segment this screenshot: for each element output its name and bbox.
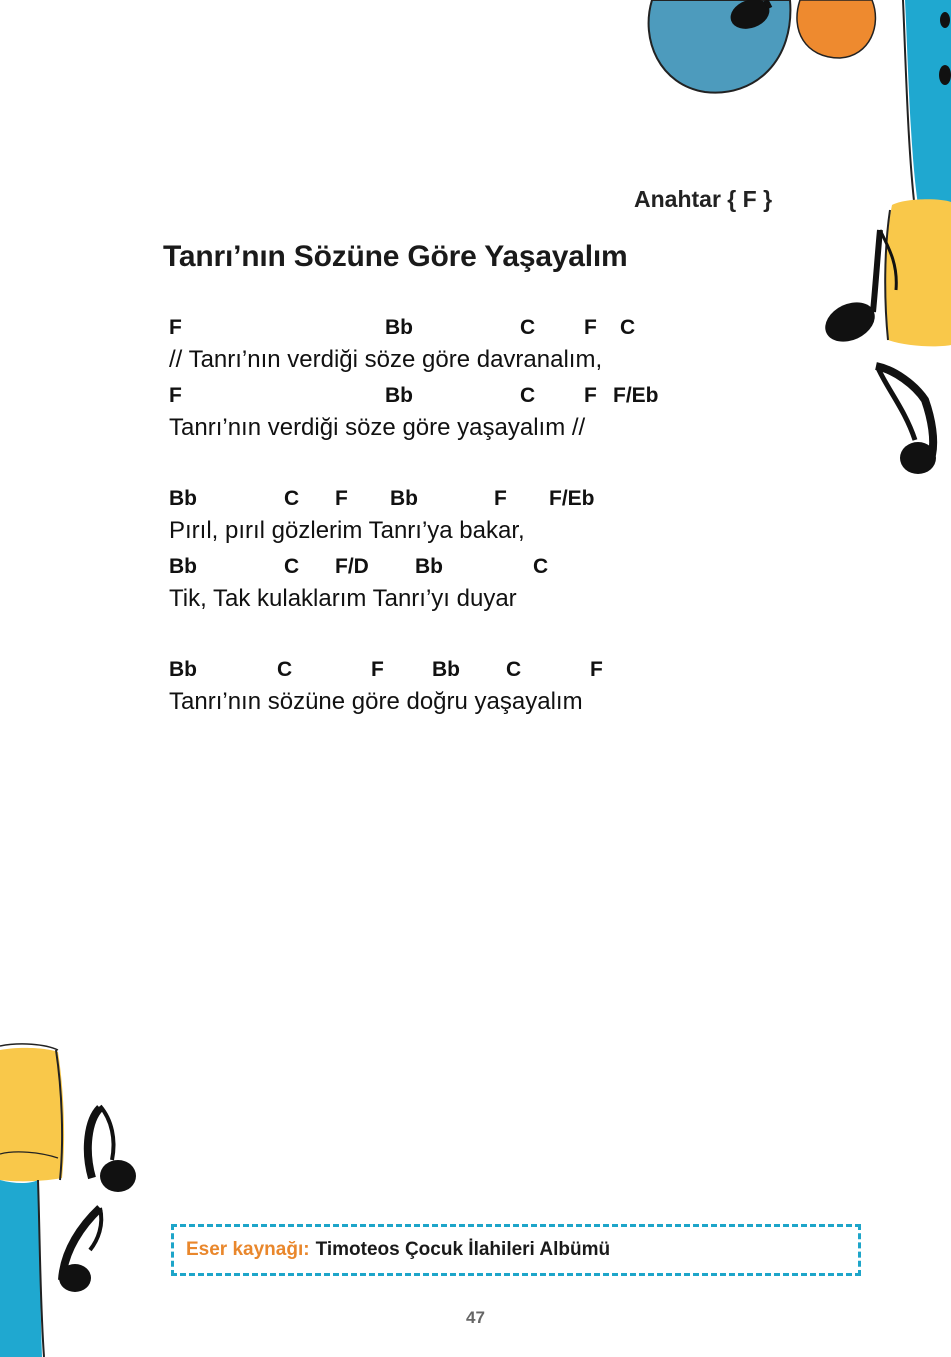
lyric-line: // Tanrı’nın verdiği söze göre davranalım,	[169, 346, 603, 373]
eighth-note-icon	[59, 1208, 101, 1292]
chord: Bb	[390, 487, 418, 510]
chord-row	[169, 487, 769, 513]
chord: F/Eb	[613, 384, 659, 407]
chord: F/Eb	[549, 487, 595, 510]
chord: F	[371, 658, 384, 681]
music-note-icon	[88, 1106, 136, 1192]
lyric-line: Tanrı’nın verdiği söze göre yaşayalım //	[169, 414, 586, 441]
lyric-line: Pırıl, pırıl gözlerim Tanrı’ya bakar,	[169, 517, 525, 544]
chord-row	[169, 555, 769, 581]
chord: F	[335, 487, 348, 510]
chord-row	[169, 316, 769, 342]
chord: Bb	[385, 384, 413, 407]
lyric-line: Tik, Tak kulaklarım Tanrı’yı duyar	[169, 585, 517, 612]
chord: Bb	[169, 555, 197, 578]
chord: F/D	[335, 555, 369, 578]
yellow-block-shape	[0, 1044, 64, 1181]
song-title: Tanrı’nın Sözüne Göre Yaşayalım	[163, 240, 628, 273]
chord: Bb	[385, 316, 413, 339]
chord: C	[620, 316, 636, 339]
chord: C	[284, 487, 300, 510]
chord: Bb	[415, 555, 443, 578]
chord: F	[584, 384, 597, 407]
chord: C	[284, 555, 300, 578]
chord: C	[520, 384, 536, 407]
chord: F	[169, 384, 182, 407]
page-number: 47	[466, 1308, 485, 1327]
source-label: Eser kaynağı:	[186, 1239, 310, 1260]
chord: Bb	[169, 658, 197, 681]
chord: F	[590, 658, 603, 681]
chord-row	[169, 384, 769, 410]
chord: C	[520, 316, 536, 339]
chord: C	[533, 555, 549, 578]
chord-row	[169, 658, 769, 684]
source-box	[171, 1224, 861, 1276]
chord: Bb	[432, 658, 460, 681]
source-value: Timoteos Çocuk İlahileri Albümü	[315, 1239, 611, 1260]
key-signature: Anahtar { F }	[634, 186, 773, 212]
lyric-line: Tanrı’nın sözüne göre doğru yaşayalım	[169, 688, 583, 715]
chord: C	[277, 658, 293, 681]
chord: F	[584, 316, 597, 339]
chord: F	[169, 316, 182, 339]
chord: C	[506, 658, 522, 681]
chord: F	[494, 487, 507, 510]
chord: Bb	[169, 487, 197, 510]
